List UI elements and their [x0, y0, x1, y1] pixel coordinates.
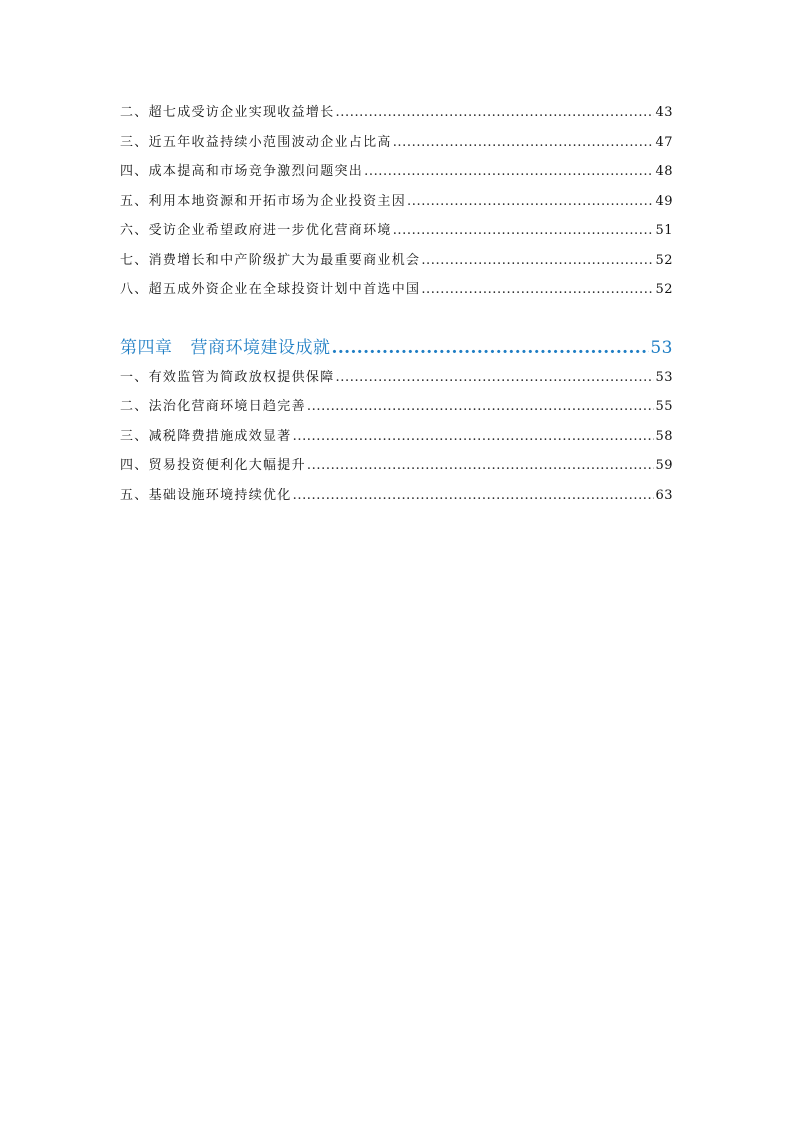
- dot-leader: [421, 275, 654, 305]
- toc-entry-page: 47: [655, 134, 673, 150]
- toc-entry-page: 55: [655, 399, 673, 414]
- toc-entry-title: 七、消费增长和中产阶级扩大为最重要商业机会: [120, 252, 421, 268]
- toc-entry[interactable]: [120, 157, 673, 187]
- dot-leader: [293, 481, 655, 511]
- toc-entry-title: 五、基础设施环境持续优化: [120, 487, 292, 503]
- toc-chapter-number: 第四章: [120, 337, 173, 358]
- dot-leader: [307, 392, 655, 422]
- toc-entry-page: 58: [655, 428, 673, 444]
- toc-entry-page: 53: [655, 369, 673, 385]
- toc-entry[interactable]: [120, 392, 673, 422]
- toc-entry[interactable]: [120, 246, 673, 276]
- toc-entry-title: 五、利用本地资源和开拓市场为企业投资主因: [120, 193, 407, 209]
- dot-leader: [393, 128, 655, 158]
- toc-chapter-title: 营商环境建设成就: [190, 337, 331, 358]
- toc-entry-page: 52: [655, 252, 673, 268]
- toc-entry-title: 一、有效监管为简政放权提供保障: [120, 369, 335, 385]
- toc-entry-title: 四、成本提高和市场竞争激烈问题突出: [120, 164, 364, 179]
- toc-entry-title: 二、超七成受访企业实现收益增长: [120, 105, 335, 120]
- dot-leader: [336, 363, 655, 393]
- toc-entry[interactable]: [120, 187, 673, 217]
- toc-entry-page: 63: [655, 487, 673, 503]
- toc-entry[interactable]: [120, 422, 673, 452]
- toc-entry-page: 43: [655, 105, 673, 120]
- dot-leader: [293, 422, 655, 452]
- toc-entry[interactable]: [120, 451, 673, 481]
- dot-leader: [364, 157, 654, 187]
- toc-entry-title: 八、超五成外资企业在全球投资计划中首选中国: [120, 282, 421, 297]
- toc-chapter-page: 53: [650, 337, 673, 358]
- toc-entry-page: 59: [655, 458, 673, 473]
- toc-entry-title: 三、近五年收益持续小范围波动企业占比高: [120, 134, 392, 150]
- dot-leader: [336, 98, 655, 128]
- toc-entry-page: 48: [655, 164, 673, 179]
- toc-entry[interactable]: [120, 98, 673, 128]
- toc-entry[interactable]: [120, 128, 673, 158]
- toc-chapter-heading[interactable]: [120, 333, 673, 363]
- dot-leader: [332, 333, 650, 363]
- toc-entry-title: 四、贸易投资便利化大幅提升: [120, 458, 306, 473]
- toc-entry-page: 52: [655, 282, 673, 297]
- toc-entry[interactable]: [120, 481, 673, 511]
- spacer: [120, 305, 673, 333]
- toc-entry-title: 三、减税降费措施成效显著: [120, 428, 292, 444]
- table-of-contents: [120, 98, 673, 510]
- toc-entry-title: 二、法治化营商环境日趋完善: [120, 399, 306, 414]
- dot-leader: [421, 246, 654, 276]
- toc-entry-page: 51: [655, 223, 673, 238]
- toc-entry[interactable]: [120, 363, 673, 393]
- toc-entry[interactable]: [120, 275, 673, 305]
- toc-chapter-title-group: [120, 333, 331, 363]
- dot-leader: [307, 451, 655, 481]
- toc-entry-title: 六、受访企业希望政府进一步优化营商环境: [120, 223, 392, 238]
- toc-entry-page: 49: [655, 193, 673, 209]
- dot-leader: [393, 216, 655, 246]
- toc-entry[interactable]: [120, 216, 673, 246]
- dot-leader: [407, 187, 654, 217]
